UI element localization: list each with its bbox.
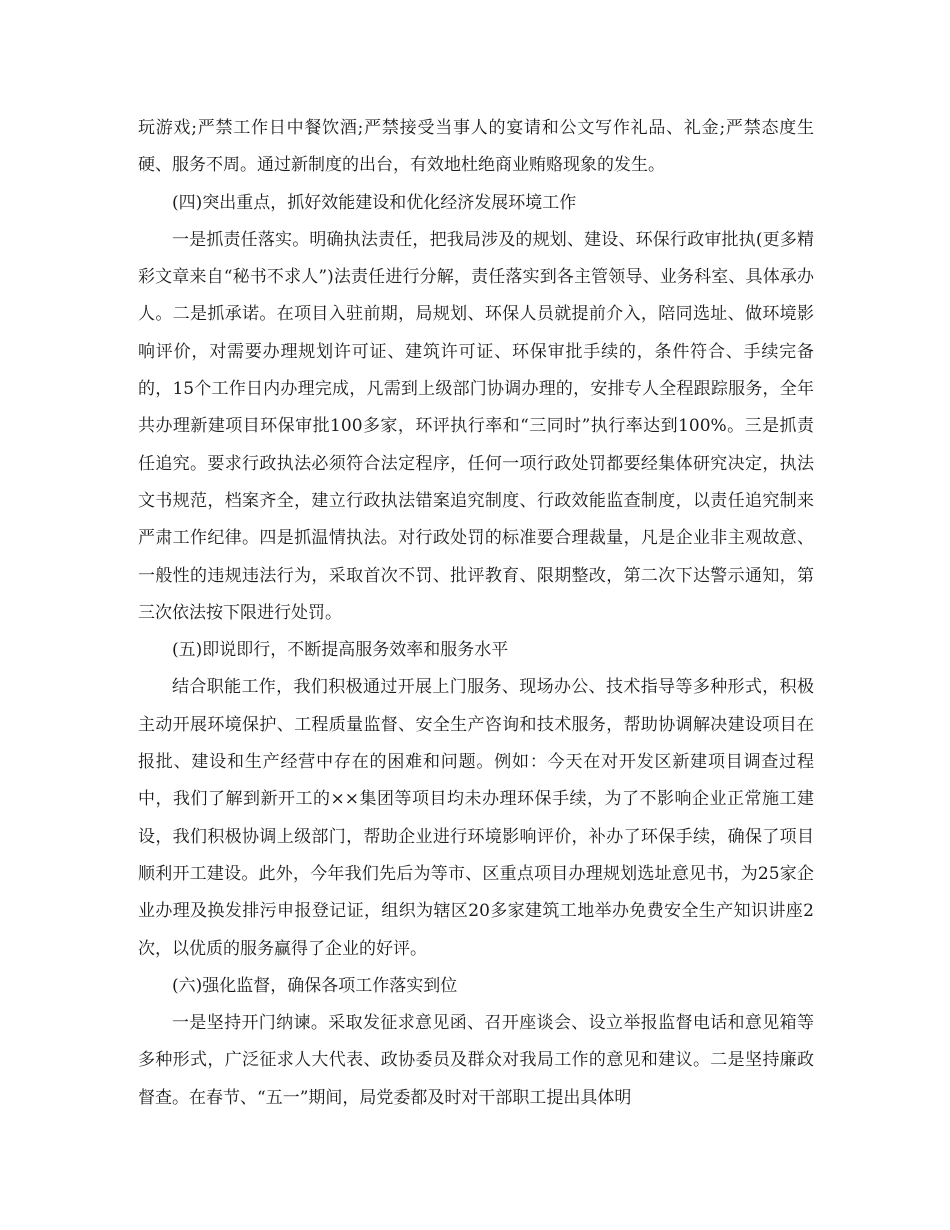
paragraph-supervision: 一是坚持开门纳谏。采取发征求意见函、召开座谈会、设立举报监督电话和意见箱等多种形式，广泛征求人大代表、政协委员及群众对我局工作的意见和建议。二是坚持廉政督查。在春节、“五一”期间，局党委都及时对干部职工提出具体明 <box>138 1013 814 1108</box>
paragraph-responsibility: 一是抓责任落实。明确执法责任，把我局涉及的规划、建设、环保行政审批执(更多精彩文章来自“秘书不求人”)法责任进行分解，责任落实到各主管领导、业务科室、具体承办人。二是抓承诺。在项目入驻前期，局规划、环保人员就提前介入，陪同选址、做环境影响评价，对需要办理规划许可证、建筑许可证、环保审批手续的，条件符合、手续完备的，15个工作日内办理完成，凡需到上级部门协调办理的，安排专人全程跟踪服务，全年共办理新建项目环保审批100多家，环评执行率和“三同时”执行率达到100%。三是抓责任追究。要求行政执法必须符合法定程序，任何一项行政处罚都要经集体研究决定，执法文书规范，档案齐全，建立行政执法错案追究制度、行政效能监查制度，以责任追究制来严肃工作纪律。四是抓温情执法。对行政处罚的标准要合理裁量，凡是企业非主观故意、一般性的违规违法行为，采取首次不罚、批评教育、限期整改，第二次下达警示通知，第三次依法按下限进行处罚。 <box>138 229 814 623</box>
document-body <box>138 110 814 1117</box>
section-heading-6: (六)强化监督，确保各项工作落实到位 <box>172 975 458 996</box>
section-heading-4: (四)突出重点，抓好效能建设和优化经济发展环境工作 <box>172 192 577 213</box>
paragraph-continuation: 玩游戏;严禁工作日中餐饮酒;严禁接受当事人的宴请和公文写作礼品、礼金;严禁态度生硬、服务不周。通过新制度的出台，有效地杜绝商业贿赂现象的发生。 <box>138 118 814 176</box>
paragraph-service: 结合职能工作，我们积极通过开展上门服务、现场办公、技术指导等多种形式，积极主动开展环境保护、工程质量监督、安全生产咨询和技术服务，帮助协调解决建设项目在报批、建设和生产经营中存在的困难和问题。例如：今天在对开发区新建项目调查过程中，我们了解到新开工的××集团等项目均未办理环保手续，为了不影响企业正常施工建设，我们积极协调上级部门，帮助企业进行环境影响评价，补办了环保手续，确保了项目顺利开工建设。此外，今年我们先后为等市、区重点项目办理规划选址意见书，为25家企业办理及换发排污申报登记证，组织为辖区20多家建筑工地举办免费安全生产知识讲座2次，以优质的服务赢得了企业的好评。 <box>138 677 814 959</box>
section-heading-5: (五)即说即行，不断提高服务效率和服务水平 <box>172 640 509 661</box>
